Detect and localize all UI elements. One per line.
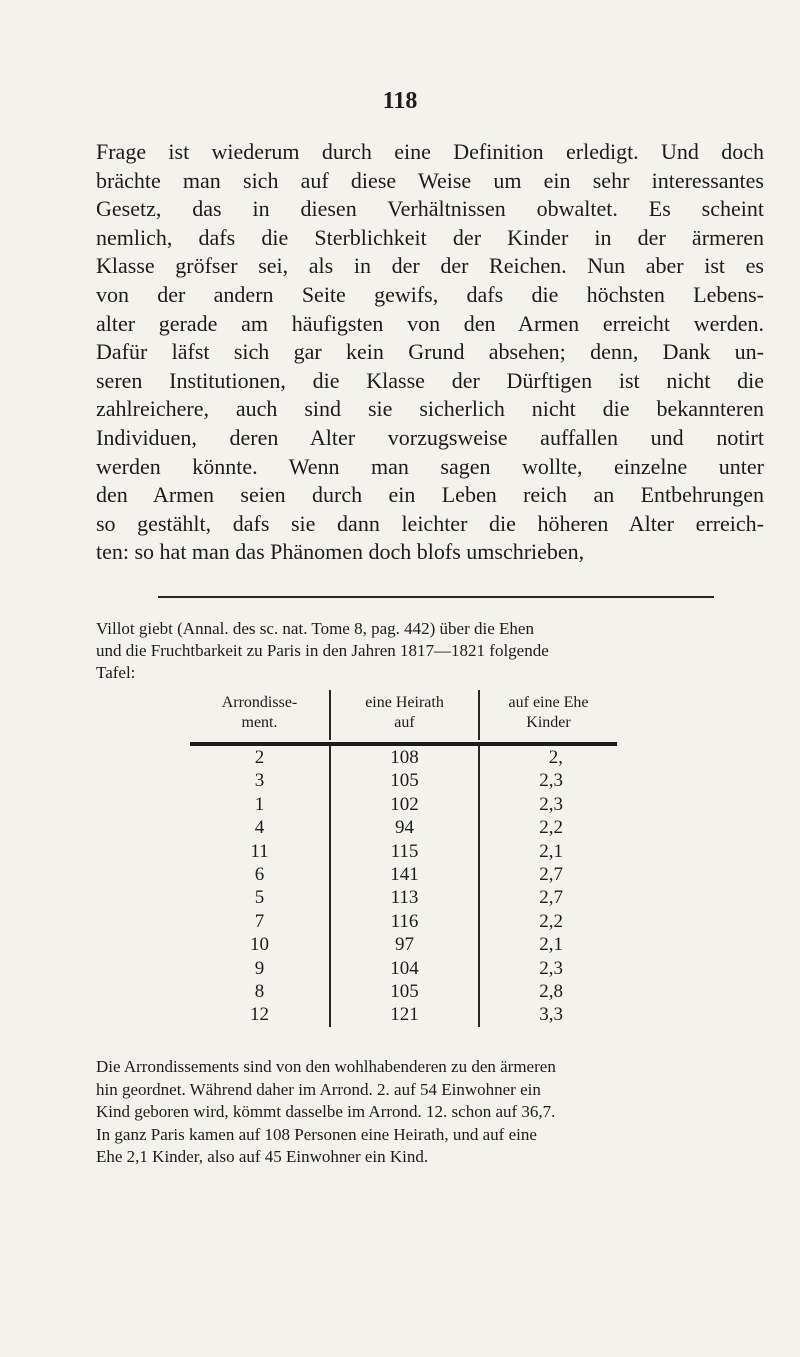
text-line: alter gerade am häufigsten von den Armen erreicht werden. <box>96 310 764 336</box>
table-row <box>190 746 750 769</box>
text-line: so gestählt, dafs sie dann leichter die höheren Alter erreich- <box>96 510 764 536</box>
table-cell: 12 <box>250 1004 269 1026</box>
header-text: Kinder <box>526 714 571 731</box>
header-text: auf <box>394 714 415 731</box>
table-row <box>190 933 750 956</box>
table-cell: 102 <box>329 793 478 816</box>
header-text: ment. <box>241 714 278 731</box>
text-line: brächte man sich auf diese Weise um ein sehr interessantes <box>96 167 764 193</box>
table-cell: 1 <box>254 793 265 815</box>
body-text <box>96 138 764 567</box>
footnote-line: und die Fruchtbarkeit zu Paris in den Jahren 1817—1821 folgende <box>96 641 549 660</box>
table-row <box>190 1003 750 1026</box>
table-row <box>190 957 750 980</box>
footnote-rule <box>158 596 714 598</box>
table-cell: 5 <box>254 887 265 909</box>
text-line: nemlich, dafs die Sterblichkeit der Kinder in der ärmeren <box>96 224 764 250</box>
table-cell: 6 <box>254 863 265 885</box>
table-cell: 2,8 <box>478 980 615 1003</box>
text-line: zahlreichere, auch sind sie sicherlich nicht die bekannteren <box>96 396 764 422</box>
table-cell: 116 <box>329 910 478 933</box>
table-cell: 10 <box>250 934 269 956</box>
text-line: Die Arrondissements sind von den wohlhabenderen zu den ärmeren <box>96 1057 556 1076</box>
table-cell: 113 <box>329 886 478 909</box>
text-line: In ganz Paris kamen auf 108 Personen eine Heirath, und auf eine <box>96 1124 537 1144</box>
table-cell: 105 <box>329 769 478 792</box>
table-cell: 115 <box>329 840 478 863</box>
text-line: werden könnte. Wenn man sagen wollte, einzelne unter <box>96 453 764 479</box>
text-line: seren Institutionen, die Klasse der Dürftigen ist nicht die <box>96 367 764 393</box>
table-cell: 11 <box>250 840 269 862</box>
table-cell: 2,3 <box>478 793 615 816</box>
page-number: 118 <box>382 88 418 114</box>
table-row <box>190 793 750 816</box>
table-cell: 2,7 <box>478 863 615 886</box>
table-cell: 2,1 <box>478 840 615 863</box>
table-row <box>190 816 750 839</box>
header-kinder <box>478 690 617 740</box>
header-text: auf eine Ehe <box>508 694 589 711</box>
text-line: Individuen, deren Alter vorzugsweise auffallen und notirt <box>96 424 764 450</box>
table-cell: 2,3 <box>478 769 615 792</box>
after-text <box>96 1056 764 1169</box>
table-cell: 141 <box>329 863 478 886</box>
data-table <box>190 690 750 1027</box>
text-line: Frage ist wiederum durch eine Definition erledigt. Und doch <box>96 139 764 164</box>
table-cell: 105 <box>329 980 478 1003</box>
text-line: Dafür läfst sich gar kein Grund absehen; denn, Dank un- <box>96 339 764 365</box>
text-line: Klasse gröfser sei, als in der der Reichen. Nun aber ist es <box>96 253 764 279</box>
table-cell: 2,2 <box>478 910 615 933</box>
text-line: den Armen seien durch ein Leben reich an Entbehrungen <box>96 482 764 508</box>
header-heirath <box>329 690 478 740</box>
table-cell: 7 <box>254 910 265 932</box>
text-line: Gesetz, das in diesen Verhältnissen obwaltet. Es scheint <box>96 196 764 222</box>
table-cell: 8 <box>254 980 265 1002</box>
table-cell: 108 <box>329 746 478 769</box>
table-cell: 3,3 <box>478 1003 615 1026</box>
text-line: hin geordnet. Während daher im Arrond. 2. auf 54 Einwohner ein <box>96 1079 541 1099</box>
table-cell: 2,7 <box>478 886 615 909</box>
footnote-line: Villot giebt (Annal. des sc. nat. Tome 8, pag. 442) über die Ehen <box>96 619 534 638</box>
table-row <box>190 840 750 863</box>
table-cell: 9 <box>254 957 265 979</box>
table-row <box>190 910 750 933</box>
table-cell: 3 <box>254 770 265 792</box>
table-body <box>190 746 750 1027</box>
header-text: eine Heirath <box>365 694 444 711</box>
table-cell: 2, <box>478 746 615 769</box>
table-cell: 4 <box>254 817 265 839</box>
text-line: ten: so hat man das Phänomen doch blofs umschrieben, <box>96 539 585 565</box>
footnote-line: Tafel: <box>96 663 136 682</box>
table-cell: 2,1 <box>478 933 615 956</box>
text-line: von der andern Seite gewifs, dafs die höchsten Lebens- <box>96 281 764 307</box>
table-cell: 2,2 <box>478 816 615 839</box>
table-header <box>190 690 750 740</box>
header-text: Arrondisse- <box>221 694 298 711</box>
text-line: Ehe 2,1 Kinder, also auf 45 Einwohner ein Kind. <box>96 1147 429 1166</box>
table-cell: 2,3 <box>478 957 615 980</box>
header-arrondissement <box>190 690 329 740</box>
table-row <box>190 769 750 792</box>
table-cell: 104 <box>329 957 478 980</box>
footnote <box>96 618 764 684</box>
table-cell: 121 <box>329 1003 478 1026</box>
table-cell: 2 <box>254 747 265 768</box>
text-line: Kind geboren wird, kömmt dasselbe im Arrond. 12. schon auf 36,7. <box>96 1102 556 1121</box>
table-cell: 97 <box>329 933 478 956</box>
table-row <box>190 980 750 1003</box>
table-cell: 94 <box>329 816 478 839</box>
table-row <box>190 863 750 886</box>
table-row <box>190 886 750 909</box>
